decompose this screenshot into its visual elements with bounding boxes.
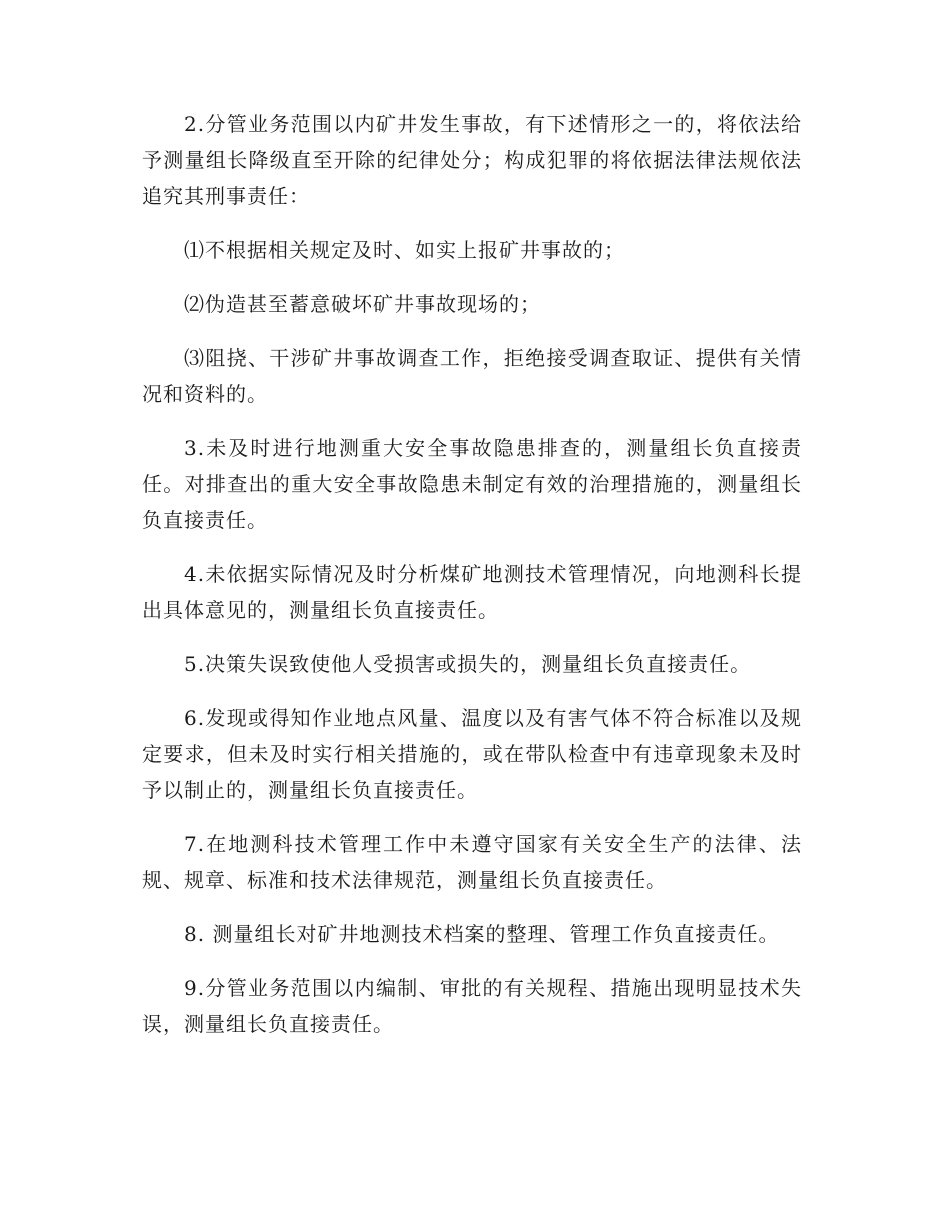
paragraph-2-item-3: ⑶阻挠、干涉矿井事故调查工作，拒绝接受调查取证、提供有关情况和资料的。: [142, 346, 802, 406]
paragraph-6: 6.发现或得知作业地点风量、温度以及有害气体不符合标准以及规定要求，但未及时实行相关措施的，或在带队检查中有违章现象未及时予以制止的，测量组长负直接责任。: [142, 706, 802, 802]
paragraph-8: 8. 测量组长对矿井地测技术档案的整理、管理工作负直接责任。: [184, 922, 780, 946]
paragraph-2: 2.分管业务范围以内矿井发生事故，有下述情形之一的，将依法给予测量组长降级直至开除的纪律处分；构成犯罪的将依据法律法规依法追究其刑事责任：: [142, 112, 802, 208]
paragraph-2-item-2: ⑵伪造甚至蓄意破坏矿井事故现场的；: [184, 292, 541, 316]
paragraph-5: 5.决策失误致使他人受损害或损失的，测量组长负直接责任。: [184, 652, 752, 676]
paragraph-9: 9.分管业务范围以内编制、审批的有关规程、措施出现明显技术失误，测量组长负直接责任。: [142, 976, 802, 1036]
paragraph-2-item-1: ⑴不根据相关规定及时、如实上报矿井事故的；: [184, 238, 625, 262]
paragraph-7: 7.在地测科技术管理工作中未遵守国家有关安全生产的法律、法规、规章、标准和技术法律规范，测量组长负直接责任。: [142, 832, 802, 892]
paragraph-4: 4.未依据实际情况及时分析煤矿地测技术管理情况，向地测科长提出具体意见的，测量组长负直接责任。: [142, 562, 802, 622]
document-body: [142, 106, 802, 1060]
paragraph-3: 3.未及时进行地测重大安全事故隐患排查的，测量组长负直接责任。对排查出的重大安全事故隐患未制定有效的治理措施的，测量组长负直接责任。: [142, 436, 802, 532]
